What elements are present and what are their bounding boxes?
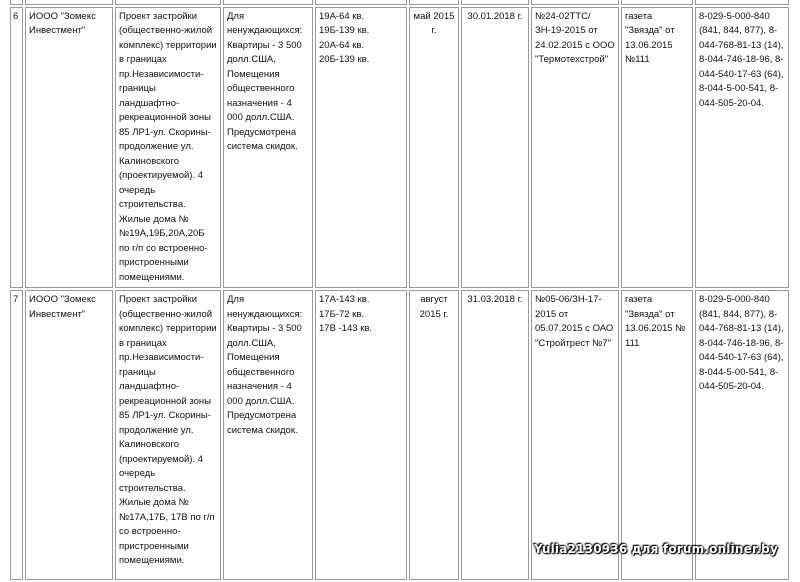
table-row [10,290,789,580]
cell-finish [461,0,529,5]
table-row [10,7,789,289]
cell-price [223,0,313,5]
cell-apartments [315,290,407,580]
cell-finish: 30.01.2018 г. [461,7,529,289]
cell-developer: ИООО "Зомекс Инвестмент" [25,290,113,580]
cell-publication: газета "Звязда" от 13.06.2015 № 111 [621,290,693,580]
cell-phones: 8-029-5-000-840 (841, 844, 877), 8-044-768-81-13 (14), 8-044-746-18-96, 8-044-540-17-63 (64), 8-044-5-00-541, 8-044-505-20-04. [695,290,789,580]
developer-projects-table [8,0,791,582]
cell-developer [25,0,113,5]
table-row-previous [10,0,789,5]
cell-phones: 8-029-5-000-840 (841, 844, 877), 8-044-768-81-13 (14), 8-044-746-18-96, 8-044-540-17-63 (64), 8-044-5-00-541, 8-044-505-20-04. [695,7,789,289]
cell-project: Проект застройки (общественно-жилой комплекс) территории в границах пр.Независимости-границы ландшафтно-рекреационной зоны 85 ЛР1-ул. Скорины-продолжение ул. Калиновского (проектируемой). 4 очередь строительства. Жилые дома № №19А,19Б,20А,20Б по г/п со встроенно-пристроенными помещениями. [115,7,221,289]
cell-developer: ИООО "Зомекс Инвестмент" [25,7,113,289]
cell-num: 6 [10,7,23,289]
cell-price: Для ненуждающихся: Квартиры - 3 500 долл.США, Помещения общественного назначения - 4 000 долл.США. Предусмотрена система скидок. [223,290,313,580]
cell-contract: №05-06/ЗН-17-2015 от 05.07.2015 с ОАО "Стройтрест №7" [531,290,619,580]
cell-project [115,0,221,5]
cell-start: май 2015 г. [409,7,459,289]
cell-price: Для ненуждающихся: Квартиры - 3 500 долл.США, Помещения общественного назначения - 4 000 долл.США. Предусмотрена система скидок. [223,7,313,289]
cell-apartments [315,7,407,289]
cell-finish: 31.03.2018 г. [461,290,529,580]
cell-start: август 2015 г. [409,290,459,580]
cell-contract: №24-02ТТС/ЗН-19-2015 от 24.02.2015 с ООО "Термотехстрой" [531,7,619,289]
cell-project: Проект застройки (общественно-жилой комплекс) территории в границах пр.Независимости-границы ландшафтно-рекреационной зоны 85 ЛР1-ул. Скорины-продолжение ул. Калиновского (проектируемой). 4 очередь строительства. Жилые дома №№17А,17Б, 17В по г/п со встроенно-пристроенными помещениями. [115,290,221,580]
cell-phones [695,0,789,5]
cell-publication: газета "Звязда" от 13.06.2015 №111 [621,7,693,289]
cell-num [10,0,23,5]
cell-contract [531,0,619,5]
cell-apartments [315,0,407,5]
cell-num: 7 [10,290,23,580]
cell-publication [621,0,693,5]
watermark-text: Yulia2130936 для forum.onliner.by [533,542,778,556]
apartments-text: 17А-143 кв. 17Б-72 кв. 17В -143 кв. [319,294,373,334]
cell-start [409,0,459,5]
apartments-text: 19А-64 кв. 19Б-139 кв. 20А-64 кв. 20Б-139 кв. [319,10,370,65]
